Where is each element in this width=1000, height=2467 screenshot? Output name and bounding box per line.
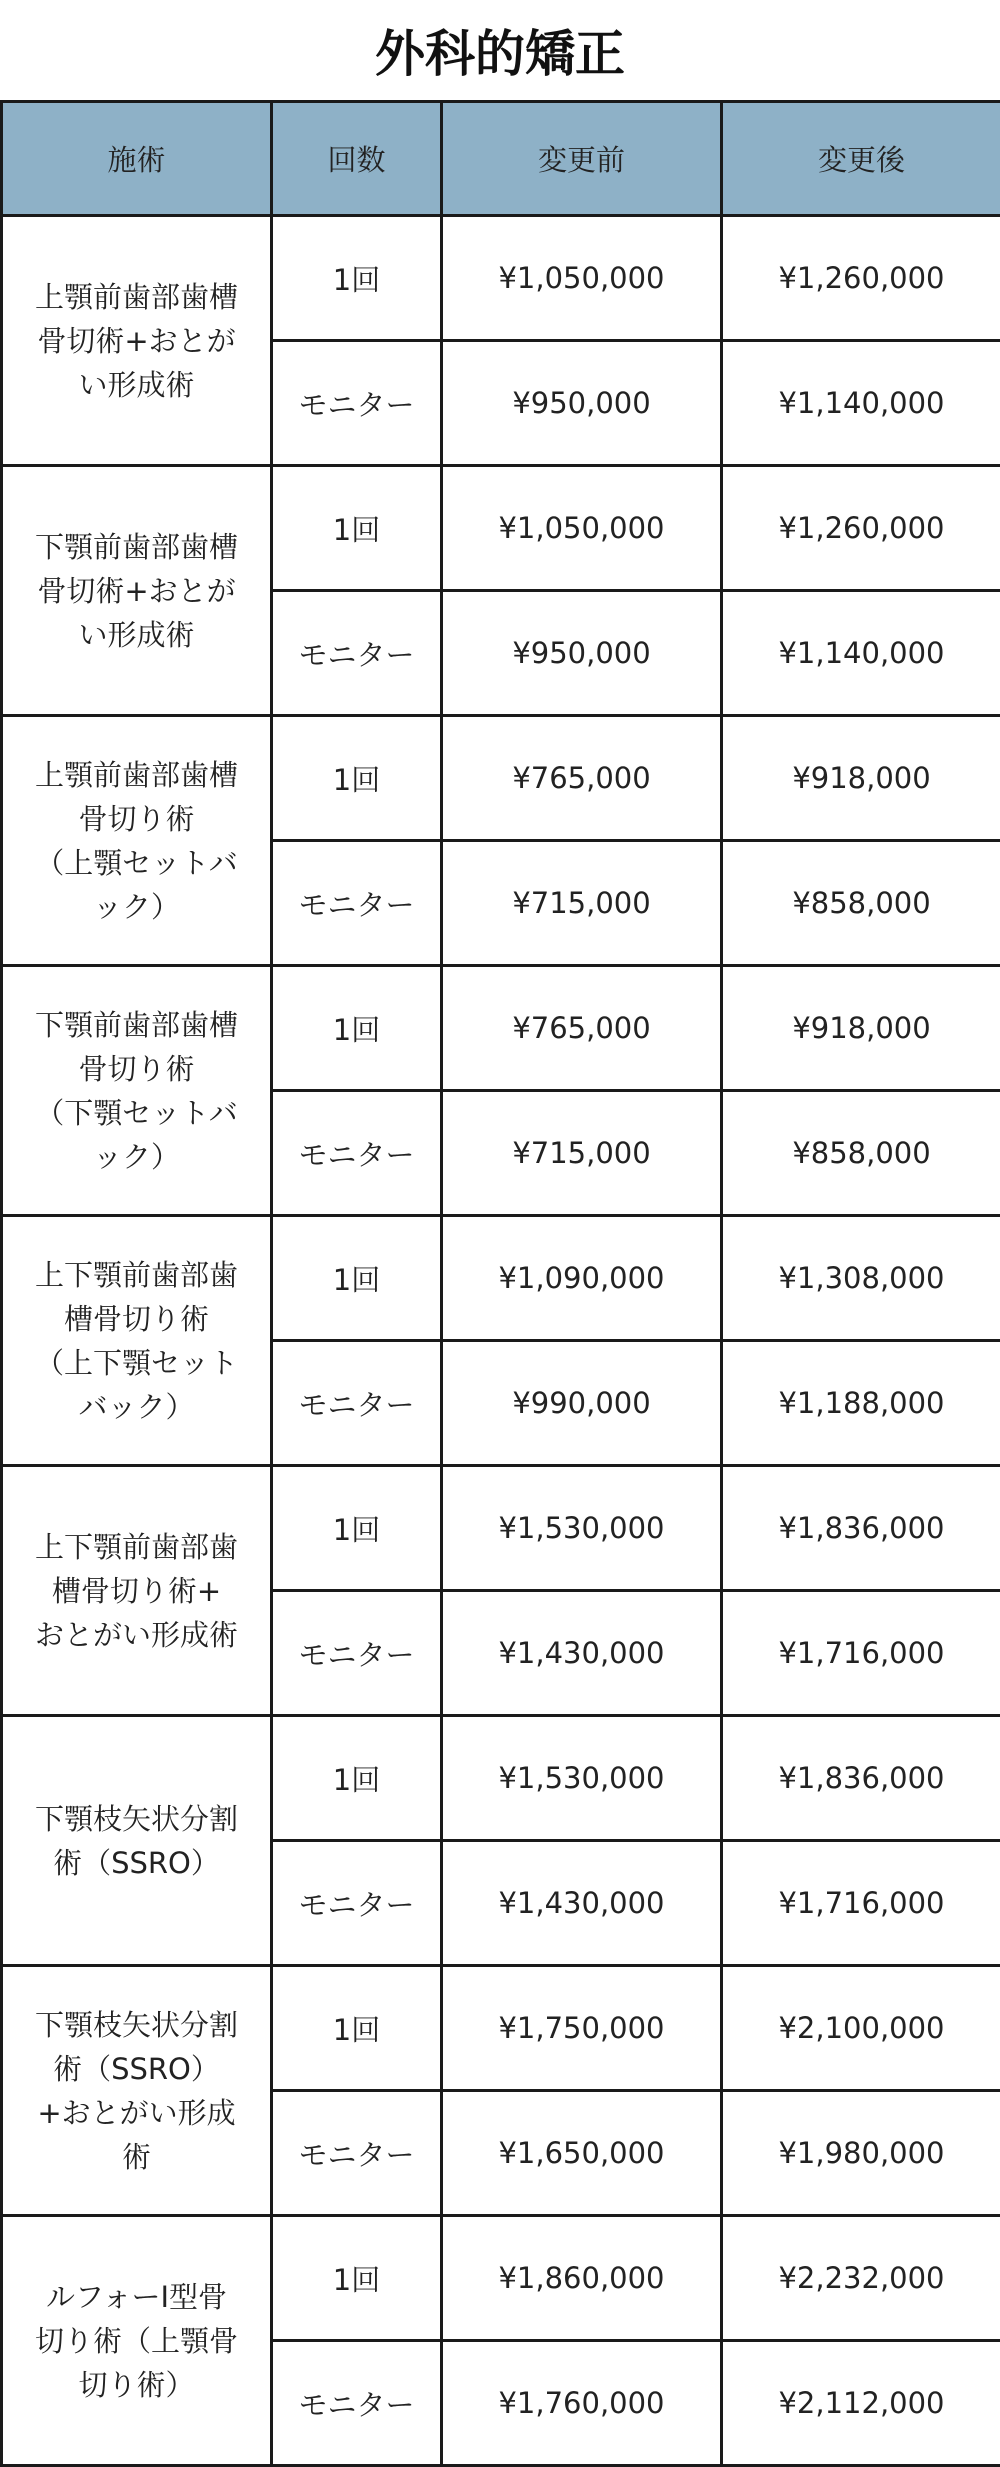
- price-before: ¥1,530,000: [442, 1466, 722, 1591]
- session-type: 1回: [272, 1466, 442, 1591]
- procedure-name-line: 下顎前歯部歯槽: [35, 525, 238, 569]
- header-price-before: 変更前: [442, 102, 722, 216]
- procedure-name-line: 骨切術+おとが: [35, 569, 238, 613]
- price-after: ¥2,112,000: [722, 2341, 1000, 2466]
- table-row: [2, 1966, 1000, 2091]
- price-before: ¥1,050,000: [442, 466, 722, 591]
- price-before: ¥1,860,000: [442, 2216, 722, 2341]
- procedure-name-line: ック）: [35, 885, 238, 929]
- table-row: [2, 466, 1000, 591]
- price-after: ¥1,308,000: [722, 1216, 1000, 1341]
- price-before: ¥950,000: [442, 341, 722, 466]
- session-type: 1回: [272, 2216, 442, 2341]
- price-before: ¥1,750,000: [442, 1966, 722, 2091]
- procedure-name-line: 上顎前歯部歯槽: [35, 275, 238, 319]
- price-before: ¥1,530,000: [442, 1716, 722, 1841]
- procedure-name-text: [35, 1525, 238, 1657]
- procedure-name-line: い形成術: [35, 363, 238, 407]
- procedure-name-line: +おとがい形成: [35, 2091, 238, 2135]
- price-table: [0, 100, 1000, 2467]
- procedure-name-text: [35, 275, 238, 407]
- price-after: ¥1,140,000: [722, 341, 1000, 466]
- price-before: ¥765,000: [442, 966, 722, 1091]
- session-type: モニター: [272, 591, 442, 716]
- procedure-name-text: [35, 525, 238, 657]
- procedure-name-line: 槽骨切り術+: [35, 1569, 238, 1613]
- session-type: 1回: [272, 216, 442, 341]
- table-row: [2, 1716, 1000, 1841]
- header-price-after: 変更後: [722, 102, 1000, 216]
- table-row: [2, 1466, 1000, 1591]
- session-type: モニター: [272, 1591, 442, 1716]
- table-header-row: [2, 102, 1000, 216]
- procedure-name-line: 上下顎前歯部歯: [35, 1525, 238, 1569]
- table-row: [2, 216, 1000, 341]
- table-row: [2, 966, 1000, 1091]
- session-type: モニター: [272, 1091, 442, 1216]
- price-before: ¥1,430,000: [442, 1841, 722, 1966]
- procedure-name-text: [35, 1003, 238, 1179]
- session-type: 1回: [272, 716, 442, 841]
- procedure-name-line: 骨切り術: [35, 1047, 238, 1091]
- price-after: ¥2,100,000: [722, 1966, 1000, 2091]
- session-type: 1回: [272, 1716, 442, 1841]
- procedure-name-line: 切り術（上顎骨: [35, 2319, 238, 2363]
- procedure-name-line: （上顎セットバ: [35, 841, 238, 885]
- session-type: モニター: [272, 1841, 442, 1966]
- price-after: ¥1,716,000: [722, 1591, 1000, 1716]
- procedure-name-line: 上顎前歯部歯槽: [35, 753, 238, 797]
- procedure-name-line: 術: [35, 2135, 238, 2179]
- procedure-name-text: [35, 2275, 238, 2407]
- session-type: 1回: [272, 466, 442, 591]
- price-before: ¥990,000: [442, 1341, 722, 1466]
- header-procedure: 施術: [2, 102, 272, 216]
- procedure-name-line: 下顎前歯部歯槽: [35, 1003, 238, 1047]
- price-after: ¥1,140,000: [722, 591, 1000, 716]
- procedure-name-line: 骨切り術: [35, 797, 238, 841]
- procedure-name: [2, 1966, 272, 2216]
- procedure-name-line: ルフォーⅠ型骨: [35, 2275, 238, 2319]
- price-before: ¥1,760,000: [442, 2341, 722, 2466]
- table-row: [2, 2216, 1000, 2341]
- session-type: モニター: [272, 2091, 442, 2216]
- price-after: ¥918,000: [722, 716, 1000, 841]
- procedure-name: [2, 1466, 272, 1716]
- procedure-name: [2, 466, 272, 716]
- price-before: ¥715,000: [442, 841, 722, 966]
- price-after: ¥1,836,000: [722, 1466, 1000, 1591]
- price-after: ¥1,980,000: [722, 2091, 1000, 2216]
- price-before: ¥715,000: [442, 1091, 722, 1216]
- table-body: [2, 216, 1000, 2466]
- procedure-name-line: い形成術: [35, 613, 238, 657]
- price-after: ¥1,260,000: [722, 216, 1000, 341]
- procedure-name-line: 槽骨切り術: [35, 1297, 238, 1341]
- procedure-name-line: （上下顎セット: [35, 1341, 238, 1385]
- procedure-name: [2, 1216, 272, 1466]
- procedure-name-line: 下顎枝矢状分割: [35, 1797, 238, 1841]
- session-type: モニター: [272, 341, 442, 466]
- procedure-name-line: 骨切術+おとが: [35, 319, 238, 363]
- session-type: モニター: [272, 1341, 442, 1466]
- price-before: ¥1,050,000: [442, 216, 722, 341]
- procedure-name: [2, 216, 272, 466]
- procedure-name: [2, 966, 272, 1216]
- session-type: 1回: [272, 966, 442, 1091]
- price-before: ¥950,000: [442, 591, 722, 716]
- session-type: 1回: [272, 1216, 442, 1341]
- procedure-name-line: （下顎セットバ: [35, 1091, 238, 1135]
- price-before: ¥1,650,000: [442, 2091, 722, 2216]
- procedure-name-line: おとがい形成術: [35, 1613, 238, 1657]
- procedure-name: [2, 1716, 272, 1966]
- table-row: [2, 1216, 1000, 1341]
- procedure-name-line: 術（SSRO）: [35, 2047, 238, 2091]
- procedure-name-line: 下顎枝矢状分割: [35, 2003, 238, 2047]
- procedure-name-text: [35, 2003, 238, 2179]
- price-after: ¥2,232,000: [722, 2216, 1000, 2341]
- price-after: ¥918,000: [722, 966, 1000, 1091]
- procedure-name-line: 切り術）: [35, 2363, 238, 2407]
- procedure-name-line: 上下顎前歯部歯: [35, 1253, 238, 1297]
- header-count: 回数: [272, 102, 442, 216]
- procedure-name-line: 術（SSRO）: [35, 1841, 238, 1885]
- procedure-name: [2, 716, 272, 966]
- procedure-name-line: バック）: [35, 1385, 238, 1429]
- price-after: ¥1,836,000: [722, 1716, 1000, 1841]
- procedure-name-text: [35, 1797, 238, 1885]
- session-type: モニター: [272, 841, 442, 966]
- price-after: ¥1,716,000: [722, 1841, 1000, 1966]
- price-after: ¥858,000: [722, 841, 1000, 966]
- price-after: ¥858,000: [722, 1091, 1000, 1216]
- price-after: ¥1,188,000: [722, 1341, 1000, 1466]
- procedure-name-text: [35, 1253, 238, 1429]
- procedure-name: [2, 2216, 272, 2466]
- page-title: 外科的矯正: [0, 0, 1000, 100]
- procedure-name-line: ック）: [35, 1135, 238, 1179]
- price-before: ¥765,000: [442, 716, 722, 841]
- price-before: ¥1,430,000: [442, 1591, 722, 1716]
- session-type: 1回: [272, 1966, 442, 2091]
- procedure-name-text: [35, 753, 238, 929]
- price-after: ¥1,260,000: [722, 466, 1000, 591]
- session-type: モニター: [272, 2341, 442, 2466]
- table-row: [2, 716, 1000, 841]
- price-before: ¥1,090,000: [442, 1216, 722, 1341]
